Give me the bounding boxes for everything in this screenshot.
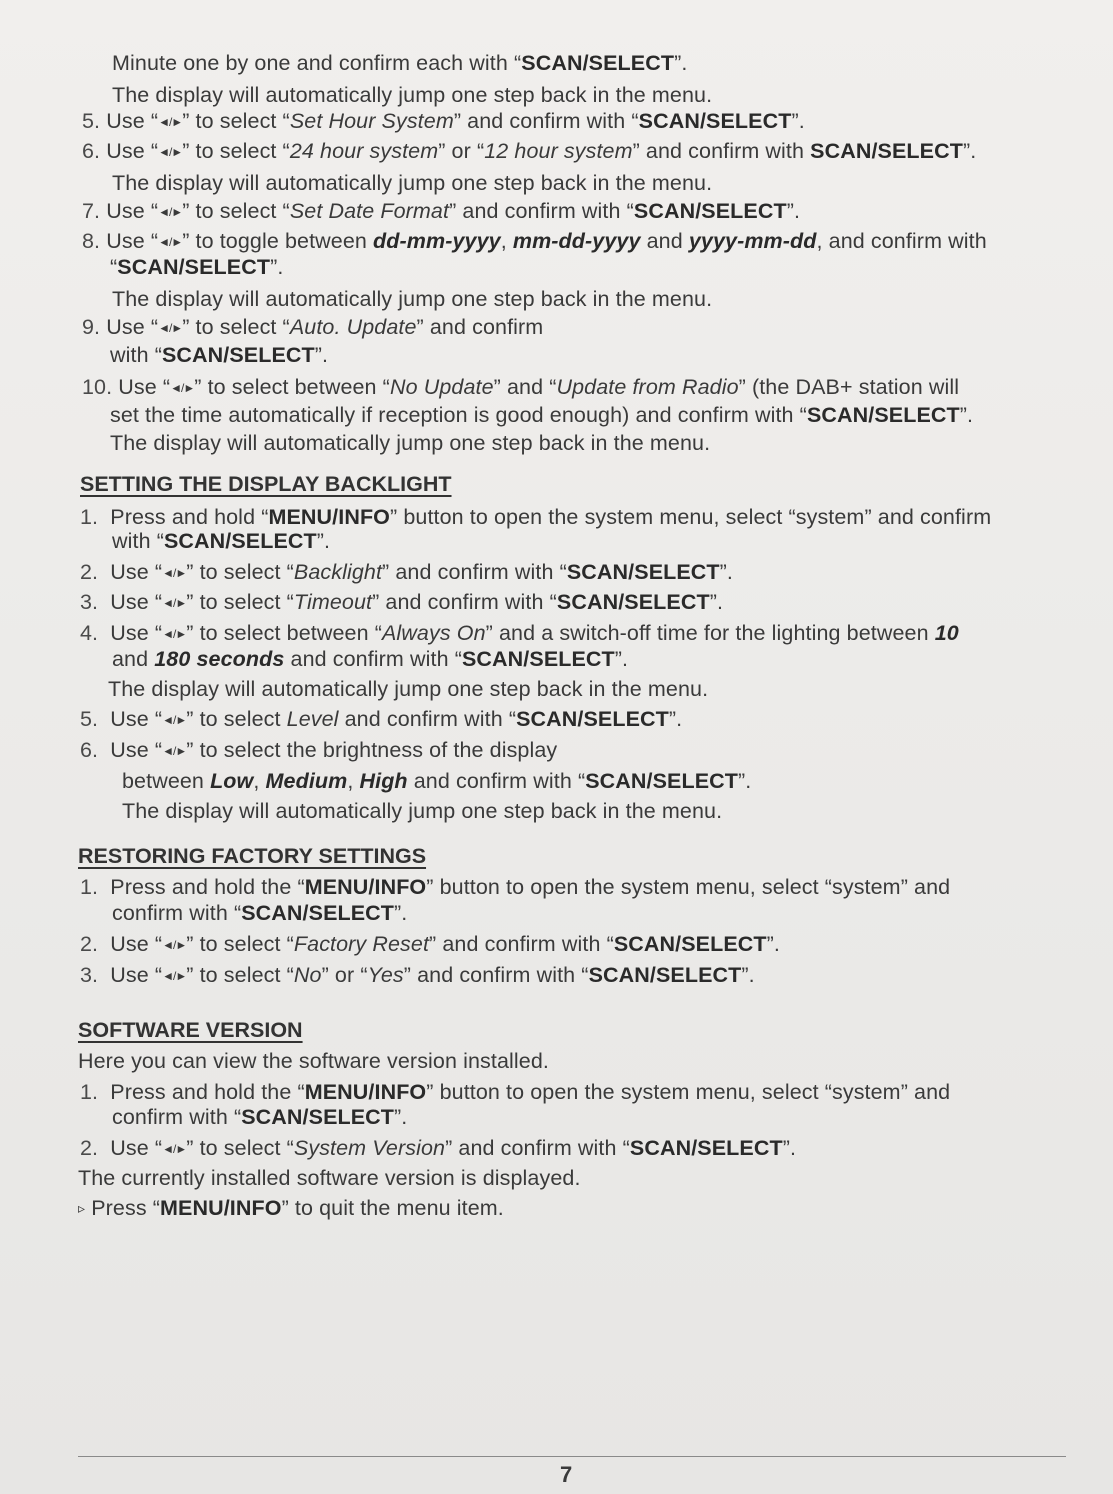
left-right-arrows-icon: ◄/► xyxy=(158,205,183,219)
backlight-step-3: 3. Use “◄/►” to select “Timeout” and confirm with “SCAN/SELECT”. xyxy=(80,590,724,614)
left-right-arrows-icon: ◄/► xyxy=(162,566,187,580)
time-step-7: 7. Use “◄/►” to select “Set Date Format” and confirm with “SCAN/SELECT”. xyxy=(82,199,801,223)
section-heading-software: SOFTWARE VERSION xyxy=(78,1018,303,1042)
intro-line-1: Minute one by one and confirm each with “SCAN/SELECT”. xyxy=(112,51,688,75)
left-right-arrows-icon: ◄/► xyxy=(158,235,183,249)
left-right-arrows-icon: ◄/► xyxy=(162,969,187,983)
factory-step-3: 3. Use “◄/►” to select “No” or “Yes” and confirm with “SCAN/SELECT”. xyxy=(80,963,755,987)
page-number: 7 xyxy=(560,1462,573,1487)
left-right-arrows-icon: ◄/► xyxy=(162,713,187,727)
section-heading-factory: RESTORING FACTORY SETTINGS xyxy=(78,844,427,868)
factory-step-1: 1. Press and hold the “MENU/INFO” button to open the system menu, select “system” and xyxy=(80,875,951,899)
left-right-arrows-icon: ◄/► xyxy=(162,744,187,758)
tip-triangle-icon: ▹ xyxy=(78,1200,86,1216)
backlight-step-2: 2. Use “◄/►” to select “Backlight” and confirm with “SCAN/SELECT”. xyxy=(80,560,734,584)
time-step-9-line-2: with “SCAN/SELECT”. xyxy=(110,343,329,367)
footer-rule xyxy=(78,1456,1066,1457)
left-right-arrows-icon: ◄/► xyxy=(162,627,187,641)
backlight-step-5: 5. Use “◄/►” to select Level and confirm with “SCAN/SELECT”. xyxy=(80,707,683,731)
software-tip: ▹ Press “MENU/INFO” to quit the menu item. xyxy=(78,1196,504,1220)
software-step-2: 2. Use “◄/►” to select “System Version” and confirm with “SCAN/SELECT”. xyxy=(80,1136,797,1160)
backlight-step-4: 4. Use “◄/►” to select between “Always On” and a switch-off time for the lighting between 10 xyxy=(80,621,959,645)
time-step-8-cont: The display will automatically jump one step back in the menu. xyxy=(112,287,713,311)
section-heading-backlight: SETTING THE DISPLAY BACKLIGHT xyxy=(80,472,452,496)
time-step-8: 8. Use “◄/►” to toggle between dd-mm-yyyy, mm-dd-yyyy and yyyy-mm-dd, and confirm with xyxy=(82,229,987,253)
backlight-step-1-line-2: with “SCAN/SELECT”. xyxy=(112,529,331,553)
factory-step-1-line-2: confirm with “SCAN/SELECT”. xyxy=(112,901,408,925)
time-step-6-cont: The display will automatically jump one step back in the menu. xyxy=(112,171,713,195)
software-result: The currently installed software version is displayed. xyxy=(78,1166,581,1190)
left-right-arrows-icon: ◄/► xyxy=(170,381,195,395)
backlight-step-1: 1. Press and hold “MENU/INFO” button to open the system menu, select “system” and confirm xyxy=(80,505,992,529)
time-step-10: 10. Use “◄/►” to select between “No Update” and “Update from Radio” (the DAB+ station will xyxy=(82,375,960,399)
time-step-10-cont: The display will automatically jump one step back in the menu. xyxy=(110,431,711,455)
software-step-1-line-2: confirm with “SCAN/SELECT”. xyxy=(112,1105,408,1129)
software-intro: Here you can view the software version installed. xyxy=(78,1049,549,1073)
backlight-step-6-line-2: between Low, Medium, High and confirm with “SCAN/SELECT”. xyxy=(122,769,752,793)
left-right-arrows-icon: ◄/► xyxy=(162,1142,187,1156)
backlight-step-4-line-2: and 180 seconds and confirm with “SCAN/SELECT”. xyxy=(112,647,629,671)
time-step-5: 5. Use “◄/►” to select “Set Hour System” and confirm with “SCAN/SELECT”. xyxy=(82,109,805,133)
backlight-step-6-cont: The display will automatically jump one step back in the menu. xyxy=(122,799,723,823)
backlight-step-6: 6. Use “◄/►” to select the brightness of the display xyxy=(80,738,558,762)
left-right-arrows-icon: ◄/► xyxy=(162,938,187,952)
software-step-1: 1. Press and hold the “MENU/INFO” button to open the system menu, select “system” and xyxy=(80,1080,951,1104)
time-step-9: 9. Use “◄/►” to select “Auto. Update” and confirm xyxy=(82,315,544,339)
left-right-arrows-icon: ◄/► xyxy=(162,596,187,610)
factory-step-2: 2. Use “◄/►” to select “Factory Reset” and confirm with “SCAN/SELECT”. xyxy=(80,932,780,956)
time-step-6: 6. Use “◄/►” to select “24 hour system” or “12 hour system” and confirm with SCAN/SELECT”. xyxy=(82,139,977,163)
left-right-arrows-icon: ◄/► xyxy=(158,145,183,159)
time-step-10-line-2: set the time automatically if reception is good enough) and confirm with “SCAN/SELECT”. xyxy=(110,403,974,427)
backlight-step-4-cont: The display will automatically jump one step back in the menu. xyxy=(108,677,709,701)
left-right-arrows-icon: ◄/► xyxy=(158,321,183,335)
time-step-8-line-2: “SCAN/SELECT”. xyxy=(110,255,284,279)
left-right-arrows-icon: ◄/► xyxy=(158,115,183,129)
intro-line-2: The display will automatically jump one step back in the menu. xyxy=(112,83,713,107)
